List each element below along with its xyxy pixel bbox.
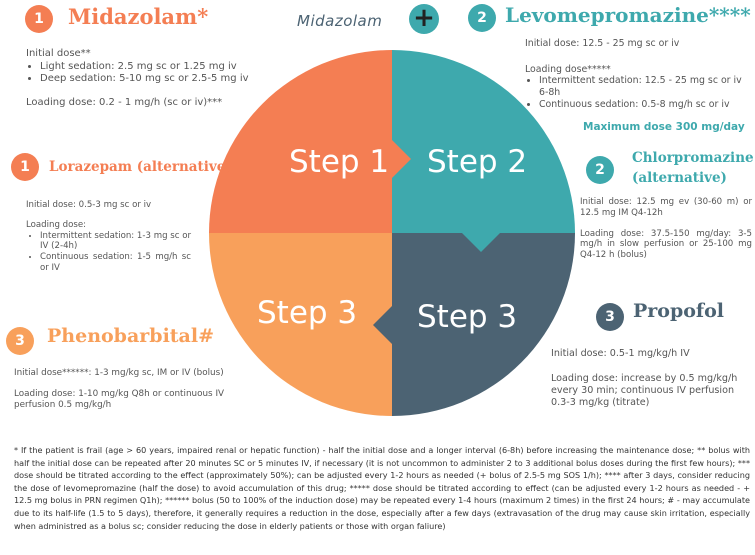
lorazepam-initial-dose: Initial dose: 0.5-3 mg sc or iv bbox=[26, 200, 152, 210]
step3-left-label: Step 3 bbox=[257, 295, 358, 331]
midazolam-initial-label: Initial dose** bbox=[26, 48, 91, 59]
levomepromazine-max-dose: Maximum dose 300 mg/day bbox=[583, 121, 745, 133]
midazolam-details bbox=[26, 48, 306, 109]
chlorpromazine-initial-dose: Initial dose: 12.5 mg ev (30-60 m) or 12.5 mg IM Q4-12h bbox=[580, 197, 752, 218]
chlorpromazine-title-line1: Chlorpromazine bbox=[632, 150, 754, 166]
list-item: • Continuous sedation: 1-5 mg/h sc or IV bbox=[40, 252, 191, 274]
list-item: • Intermittent sedation: 1-3 mg sc or IV (2-4h) bbox=[40, 231, 191, 253]
badge-lorazepam: 1 bbox=[11, 153, 39, 181]
phenobarbital-title: Phenobarbital# bbox=[47, 325, 215, 347]
propofol-title: Propofol bbox=[633, 300, 724, 322]
phenobarbital-initial-dose: Initial dose******: 1-3 mg/kg sc, IM or IV (bolus) bbox=[14, 368, 224, 378]
levomepromazine-loading-label: Loading dose***** bbox=[525, 63, 611, 75]
propofol-initial-dose: Initial dose: 0.5-1 mg/kg/h IV bbox=[551, 348, 690, 359]
levomepromazine-initial-dose: Initial dose: 12.5 - 25 mg sc or iv bbox=[525, 38, 680, 49]
chlorpromazine-details bbox=[580, 197, 752, 261]
list-item: • Continuous sedation: 0.5-8 mg/h sc or iv bbox=[539, 99, 753, 111]
badge-levomepromazine: 2 bbox=[468, 4, 496, 32]
lorazepam-details bbox=[26, 200, 191, 274]
badge-chlorpromazine: 2 bbox=[586, 156, 614, 184]
step1-label: Step 1 bbox=[289, 144, 390, 180]
badge-propofol: 3 bbox=[596, 303, 624, 331]
levomepromazine-title: Levomepromazine**** bbox=[505, 3, 751, 27]
propofol-details bbox=[551, 348, 751, 409]
midazolam-initial-list bbox=[26, 61, 306, 86]
lorazepam-loading-label: Loading dose: bbox=[26, 219, 87, 230]
step2-label: Step 2 bbox=[427, 144, 528, 180]
badge-phenobarbital: 3 bbox=[6, 327, 34, 355]
midazolam-loading-dose: Loading dose: 0.2 - 1 mg/h (sc or iv)*** bbox=[26, 96, 223, 108]
step3-right-label: Step 3 bbox=[417, 299, 518, 335]
phenobarbital-loading-dose: Loading dose: 1-10 mg/kg Q8h or continuous IV perfusion 0.5 mg/kg/h bbox=[14, 389, 225, 410]
levomepromazine-details bbox=[525, 38, 753, 111]
midazolam-title: Midazolam* bbox=[68, 4, 209, 29]
levomepromazine-loading-list bbox=[525, 75, 753, 110]
plus-symbol: + bbox=[413, 3, 435, 33]
lorazepam-loading-list bbox=[26, 231, 191, 274]
lorazepam-title: Lorazepam (alternative) bbox=[49, 159, 232, 175]
chlorpromazine-title-line2: (alternative) bbox=[632, 170, 727, 186]
phenobarbital-details bbox=[14, 368, 244, 411]
propofol-loading-dose: Loading dose: increase by 0.5 mg/kg/h every 30 min; continuous IV perfusion 0.3-3 mg/kg (titrate) bbox=[551, 373, 738, 408]
list-item: • Intermittent sedation: 12.5 - 25 mg sc or iv 6-8h bbox=[539, 75, 753, 98]
badge-midazolam: 1 bbox=[25, 5, 53, 33]
plus-icon bbox=[409, 4, 439, 34]
chlorpromazine-loading-dose: Loading dose: 37.5-150 mg/day: 3-5 mg/h in slow perfusion or 25-100 mg Q4-12 h (bolus) bbox=[580, 228, 752, 261]
footnote: * If the patient is frail (age > 60 years, impaired renal or hepatic function) - half the initial dose and a longer interval (6-8h) before increasing the maintenance dose; ** bolus with half the initial dose can be repeated after 20 minutes SC or 5 minutes IV, if necessary (it is not uncommon to administer 2 to 3 additional bolus doses during the first few hours); *** dose should be titrated according to the effect (approximately 50%); can be adjusted every 1-2 hours as needed (+ bolus of 2.5-5 mg SOS 1/h); **** after 3 days, consider reducing the dose of levomepromazine (half the dose) to avoid accumulation of this drug; ***** dose should be titrated according to effect (can be adjusted every 1-2 hours as needed - + 12.5 mg bolus in PRN regimen Q1h); ****** bolus (50 to 100% of the induction dose) may be repeated every 1-4 hours (maximum 2 times) in the first 24 hours; # - may accumulate due to its half-life (1.5 to 5 days), therefore, it generally requires a reduction in the dose, especially after a few days (extravasation of the drug may cause skin irritation, especially when administred as a bolus sc; consider reducing the dose in elderly patients or those with organ faliure) bbox=[14, 445, 750, 531]
header-midazolam-label: Midazolam bbox=[297, 12, 383, 30]
list-item: • Light sedation: 2.5 mg sc or 1.25 mg iv bbox=[40, 61, 306, 74]
list-item: • Deep sedation: 5-10 mg sc or 2.5-5 mg iv bbox=[40, 73, 306, 86]
